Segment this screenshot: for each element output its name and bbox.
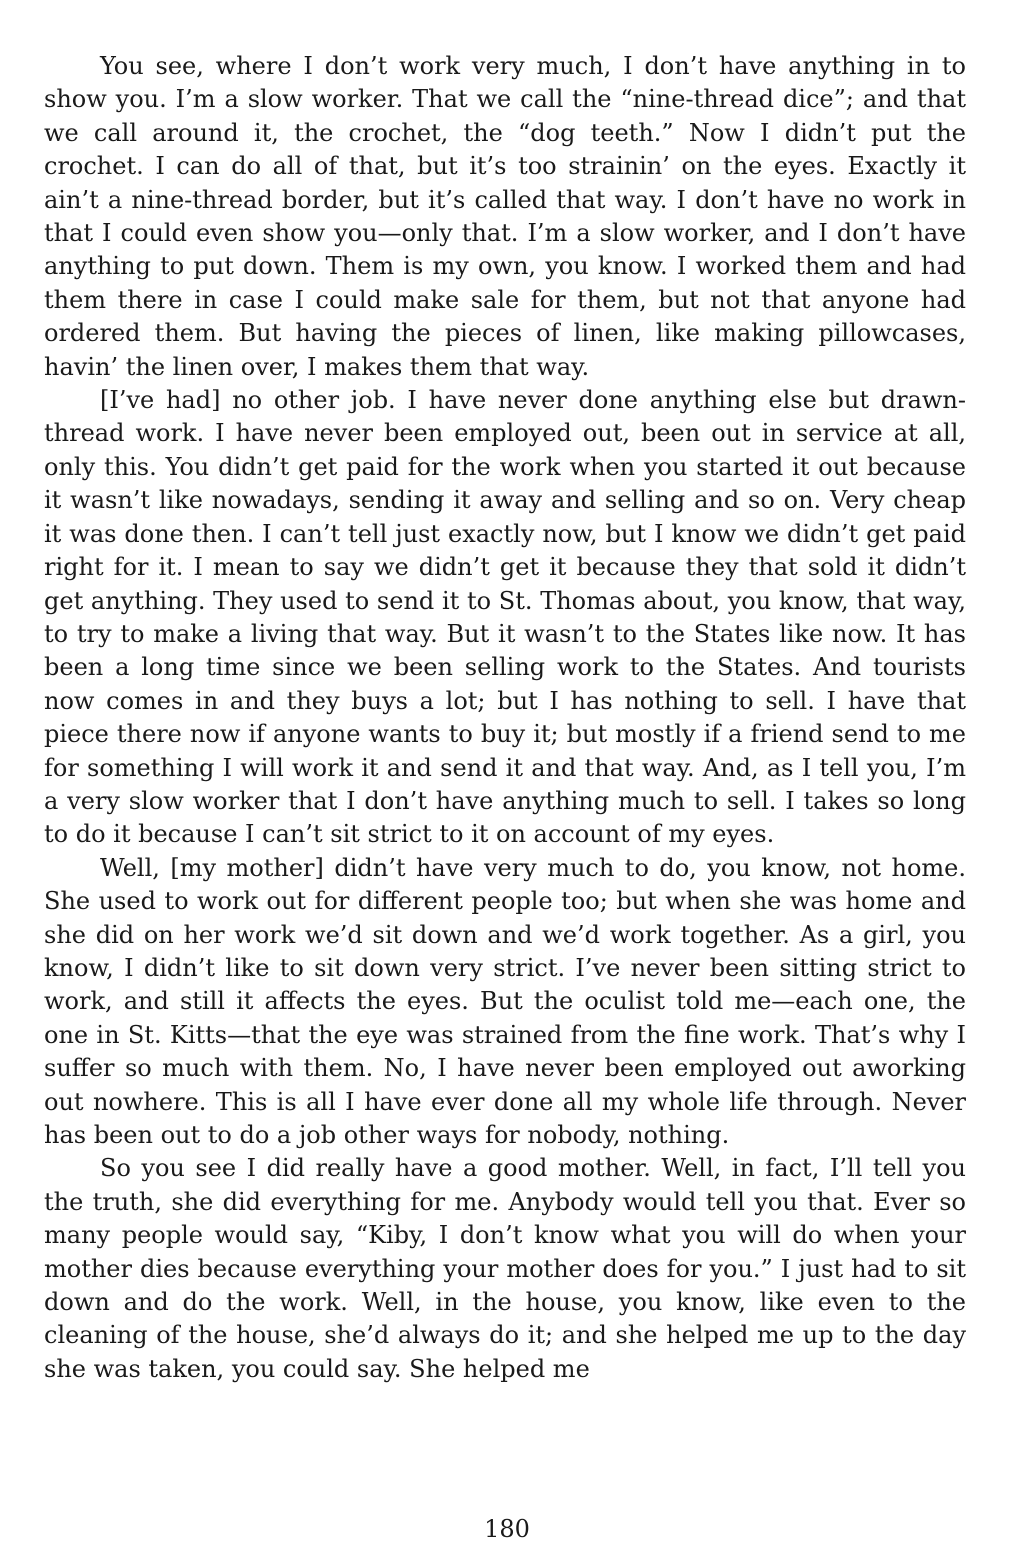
paragraph-3: Well, [my mother] didn’t have very much to do, you know, not home. She used to work out for different people too; but when she was home and she did on her work we’d sit down and we’d work together. As a girl, you know, I didn’t like to sit down very strict. I’ve never been sitting strict to work, and still it affects the eyes. But the oculist told me—each one, the one in St. Kitts—that the eye was strained from the fine work. That’s why I suffer so much with them. No, I have never been employed out aworking out nowhere. This is all I have ever done all my whole life through. Never has been out to do a job other ways for nobody, nothing. bbox=[44, 853, 966, 1149]
page-number: 180 bbox=[484, 1515, 530, 1543]
page-body bbox=[44, 50, 966, 1386]
paragraph-1: You see, where I don’t work very much, I don’t have anything in to show you. I’m a slow worker. That we call the “nine-thread dice”; and that we call around it, the crochet, the “dog teeth.” Now I didn’t put the crochet. I can do all of that, but it’s too strainin’ on the eyes. Exactly it ain’t a nine-thread border, but it’s called that way. I don’t have no work in that I could even show you—only that. I’m a slow worker, and I don’t have anything to put down. Them is my own, you know. I worked them and had them there in case I could make sale for them, but not that anyone had ordered them. But having the pieces of linen, like making pillowcases, havin’ the linen over, I makes them that way. bbox=[44, 52, 966, 381]
paragraph-4: So you see I did really have a good mother. Well, in fact, I’ll tell you the truth, she did everything for me. Anybody would tell you that. Ever so many people would say, “Kiby, I don’t know what you will do when your mother dies because everything your mother does for you.” I just had to sit down and do the work. Well, in the house, you know, like even to the cleaning of the house, she’d always do it; and she helped me up to the day she was taken, you could say. She helped me bbox=[44, 1154, 966, 1383]
paragraph-2: [I’ve had] no other job. I have never done anything else but drawn-thread work. I have never been employed out, been out in service at all, only this. You didn’t get paid for the work when you started it out because it wasn’t like nowadays, sending it away and selling and so on. Very cheap it was done then. I can’t tell just exactly now, but I know we didn’t get paid right for it. I mean to say we didn’t get it because they that sold it didn’t get anything. They used to send it to St. Thomas about, you know, that way, to try to make a living that way. But it wasn’t to the States like now. It has been a long time since we been selling work to the States. And tourists now comes in and they buys a lot; but I has nothing to sell. I have that piece there now if anyone wants to buy it; but mostly if a friend send to me for something I will work it and send it and that way. And, as I tell you, I’m a very slow worker that I don’t have anything much to sell. I takes so long to do it because I can’t sit strict to it on account of my eyes. bbox=[44, 386, 966, 849]
